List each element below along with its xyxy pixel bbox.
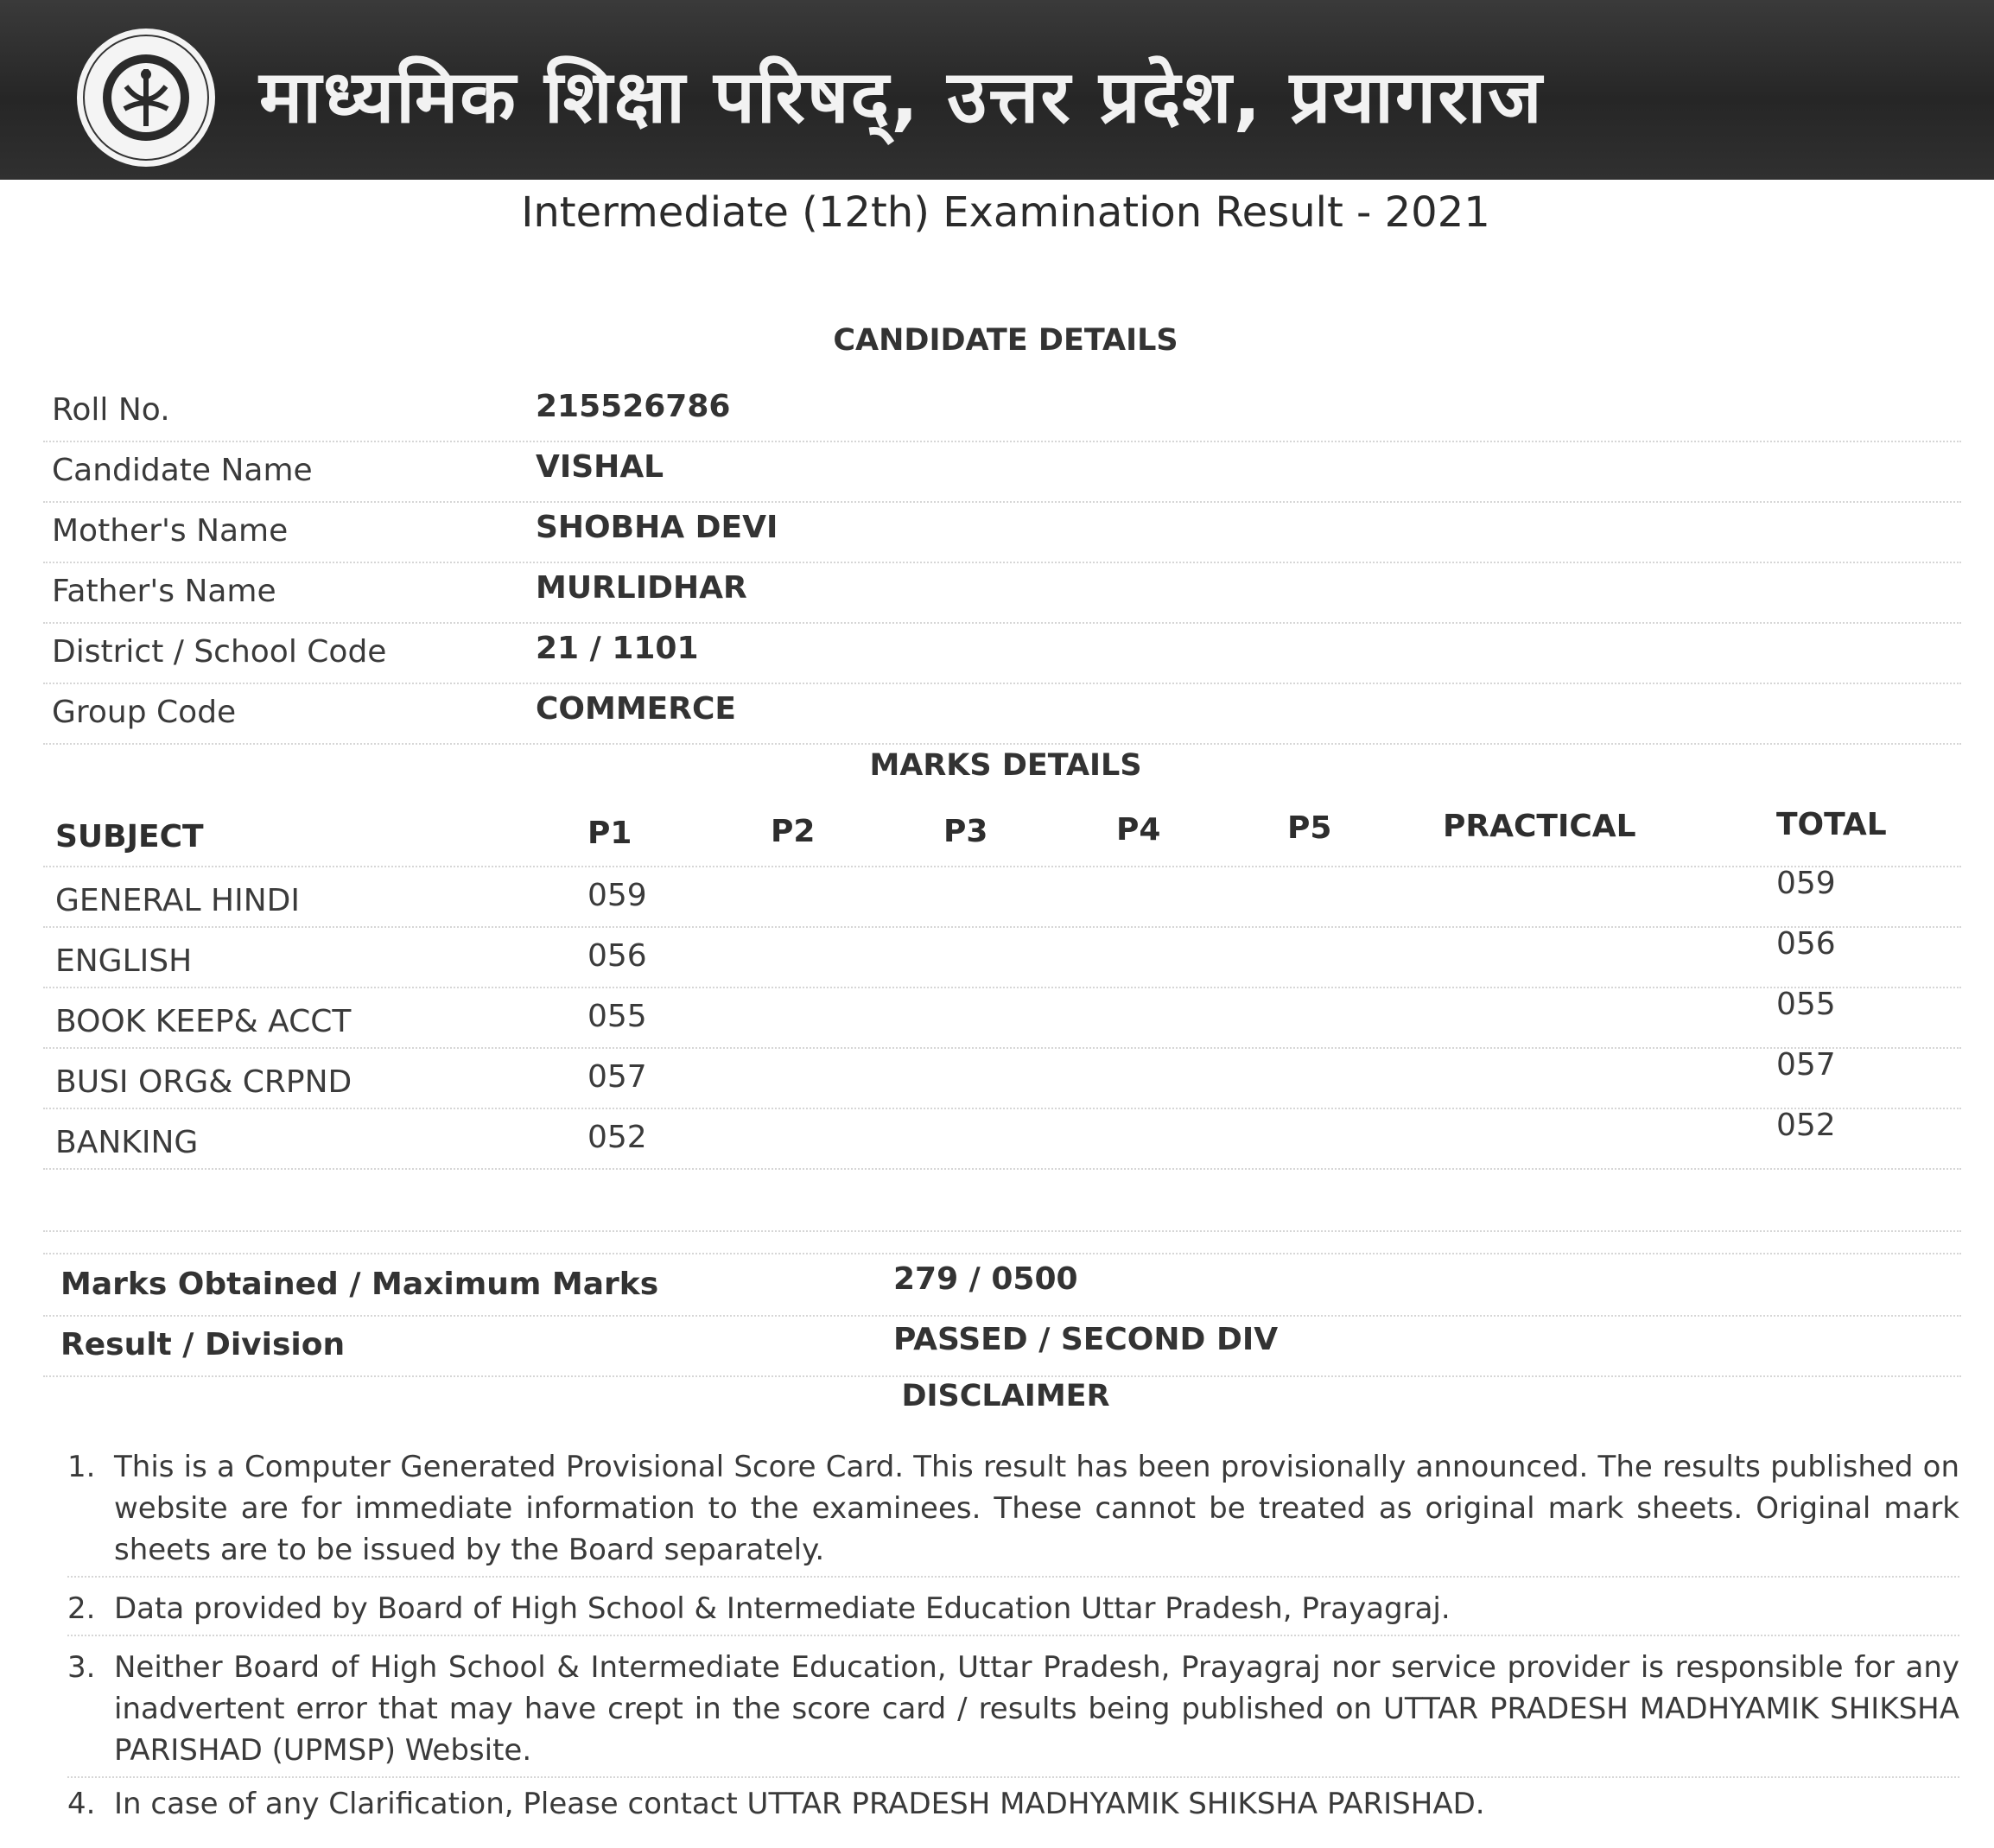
table-row [43, 866, 1961, 928]
disclaimer-item [67, 1446, 1959, 1578]
col-p5: P5 [1287, 810, 1332, 846]
candidate-row-mother [43, 501, 1961, 563]
field-label: Candidate Name [52, 453, 313, 488]
p1-cell: 057 [587, 1059, 647, 1095]
field-value: SHOBHA DEVI [536, 510, 778, 545]
marks-header-row [43, 803, 1961, 867]
field-value: 21 / 1101 [536, 631, 699, 666]
field-value: MURLIDHAR [536, 570, 747, 606]
disclaimer-text: In case of any Clarification, Please contact UTTAR PRADESH MADHYAMIK SHIKSHA PARISHAD. [114, 1787, 1485, 1821]
field-value: COMMERCE [536, 691, 736, 727]
candidate-row-name [43, 441, 1961, 503]
field-label: District / School Code [52, 634, 387, 670]
table-spacer-row [43, 1168, 1961, 1232]
disclaimer-text: Neither Board of High School & Intermediate Education, Uttar Pradesh, Prayagraj nor service provider is responsible for any inadvertent error that may have crept in the score card / results being published on UTTAR PRADESH MADHYAMIK SHIKSHA PARISHAD (UPMSP) Website. [114, 1650, 1959, 1768]
disclaimer-number: 3. [67, 1650, 96, 1685]
disclaimer-number: 1. [67, 1450, 96, 1484]
field-label: Group Code [52, 695, 237, 730]
subject-cell: BOOK KEEP& ACCT [55, 1004, 352, 1039]
disclaimer-heading: DISCLAIMER [901, 1379, 1110, 1413]
field-value: VISHAL [536, 449, 664, 485]
total-cell: 056 [1776, 926, 1836, 962]
total-cell: 059 [1776, 866, 1836, 901]
col-p3: P3 [943, 814, 988, 849]
field-label: Mother's Name [52, 513, 289, 549]
candidate-details-heading: CANDIDATE DETAILS [833, 323, 1178, 358]
disclaimer-number: 4. [67, 1787, 96, 1821]
col-p2: P2 [771, 814, 816, 849]
col-practical: PRACTICAL [1443, 809, 1636, 844]
disclaimer-text: Data provided by Board of High School & Intermediate Education Uttar Pradesh, Prayagraj. [114, 1591, 1451, 1626]
table-row [43, 987, 1961, 1049]
marks-summary-row [43, 1254, 1961, 1317]
col-total: TOTAL [1776, 807, 1887, 842]
total-cell: 052 [1776, 1108, 1836, 1143]
board-name: माध्यमिक शिक्षा परिषद्, उत्तर प्रदेश, प्रयागराज [259, 54, 1544, 139]
marks-details-heading: MARKS DETAILS [869, 748, 1142, 783]
table-row [43, 1047, 1961, 1109]
candidate-row-roll [43, 380, 1961, 442]
table-row [43, 926, 1961, 988]
candidate-row-district-school [43, 622, 1961, 684]
result-value: PASSED / SECOND DIV [893, 1322, 1279, 1357]
up-state-emblem-icon [74, 26, 218, 169]
p1-cell: 059 [587, 878, 647, 913]
disclaimer-item [67, 1783, 1959, 1830]
disclaimer-text: This is a Computer Generated Provisional Score Card. This result has been provisionally announced. The results published on website are for immediate information to the examinees. These cannot be treated as original mark sheets. Original mark sheets are to be issued by the Board separately. [114, 1450, 1959, 1567]
candidate-row-father [43, 562, 1961, 624]
marks-obtained-value: 279 / 0500 [893, 1261, 1078, 1297]
field-label: Father's Name [52, 574, 276, 609]
p1-cell: 056 [587, 938, 647, 974]
col-p1: P1 [587, 816, 632, 851]
field-value: 215526786 [536, 389, 731, 424]
subject-cell: GENERAL HINDI [55, 883, 300, 918]
table-spacer-row [43, 1230, 1961, 1254]
p1-cell: 055 [587, 999, 647, 1034]
p1-cell: 052 [587, 1120, 647, 1155]
exam-title: Intermediate (12th) Examination Result - 2021 [521, 188, 1490, 237]
table-row [43, 1108, 1961, 1170]
subject-cell: ENGLISH [55, 943, 193, 979]
total-cell: 057 [1776, 1047, 1836, 1083]
subject-cell: BANKING [55, 1125, 199, 1160]
disclaimer-item [67, 1647, 1959, 1778]
disclaimer-number: 2. [67, 1591, 96, 1626]
field-label: Roll No. [52, 392, 170, 428]
disclaimer-item [67, 1588, 1959, 1636]
result-label: Result / Division [60, 1327, 346, 1362]
candidate-row-group [43, 683, 1961, 745]
result-row [43, 1315, 1961, 1377]
total-cell: 055 [1776, 987, 1836, 1022]
marks-obtained-label: Marks Obtained / Maximum Marks [60, 1267, 659, 1302]
subject-cell: BUSI ORG& CRPND [55, 1064, 352, 1100]
header-banner [0, 0, 1994, 180]
col-subject: SUBJECT [55, 819, 204, 854]
col-p4: P4 [1116, 812, 1161, 848]
